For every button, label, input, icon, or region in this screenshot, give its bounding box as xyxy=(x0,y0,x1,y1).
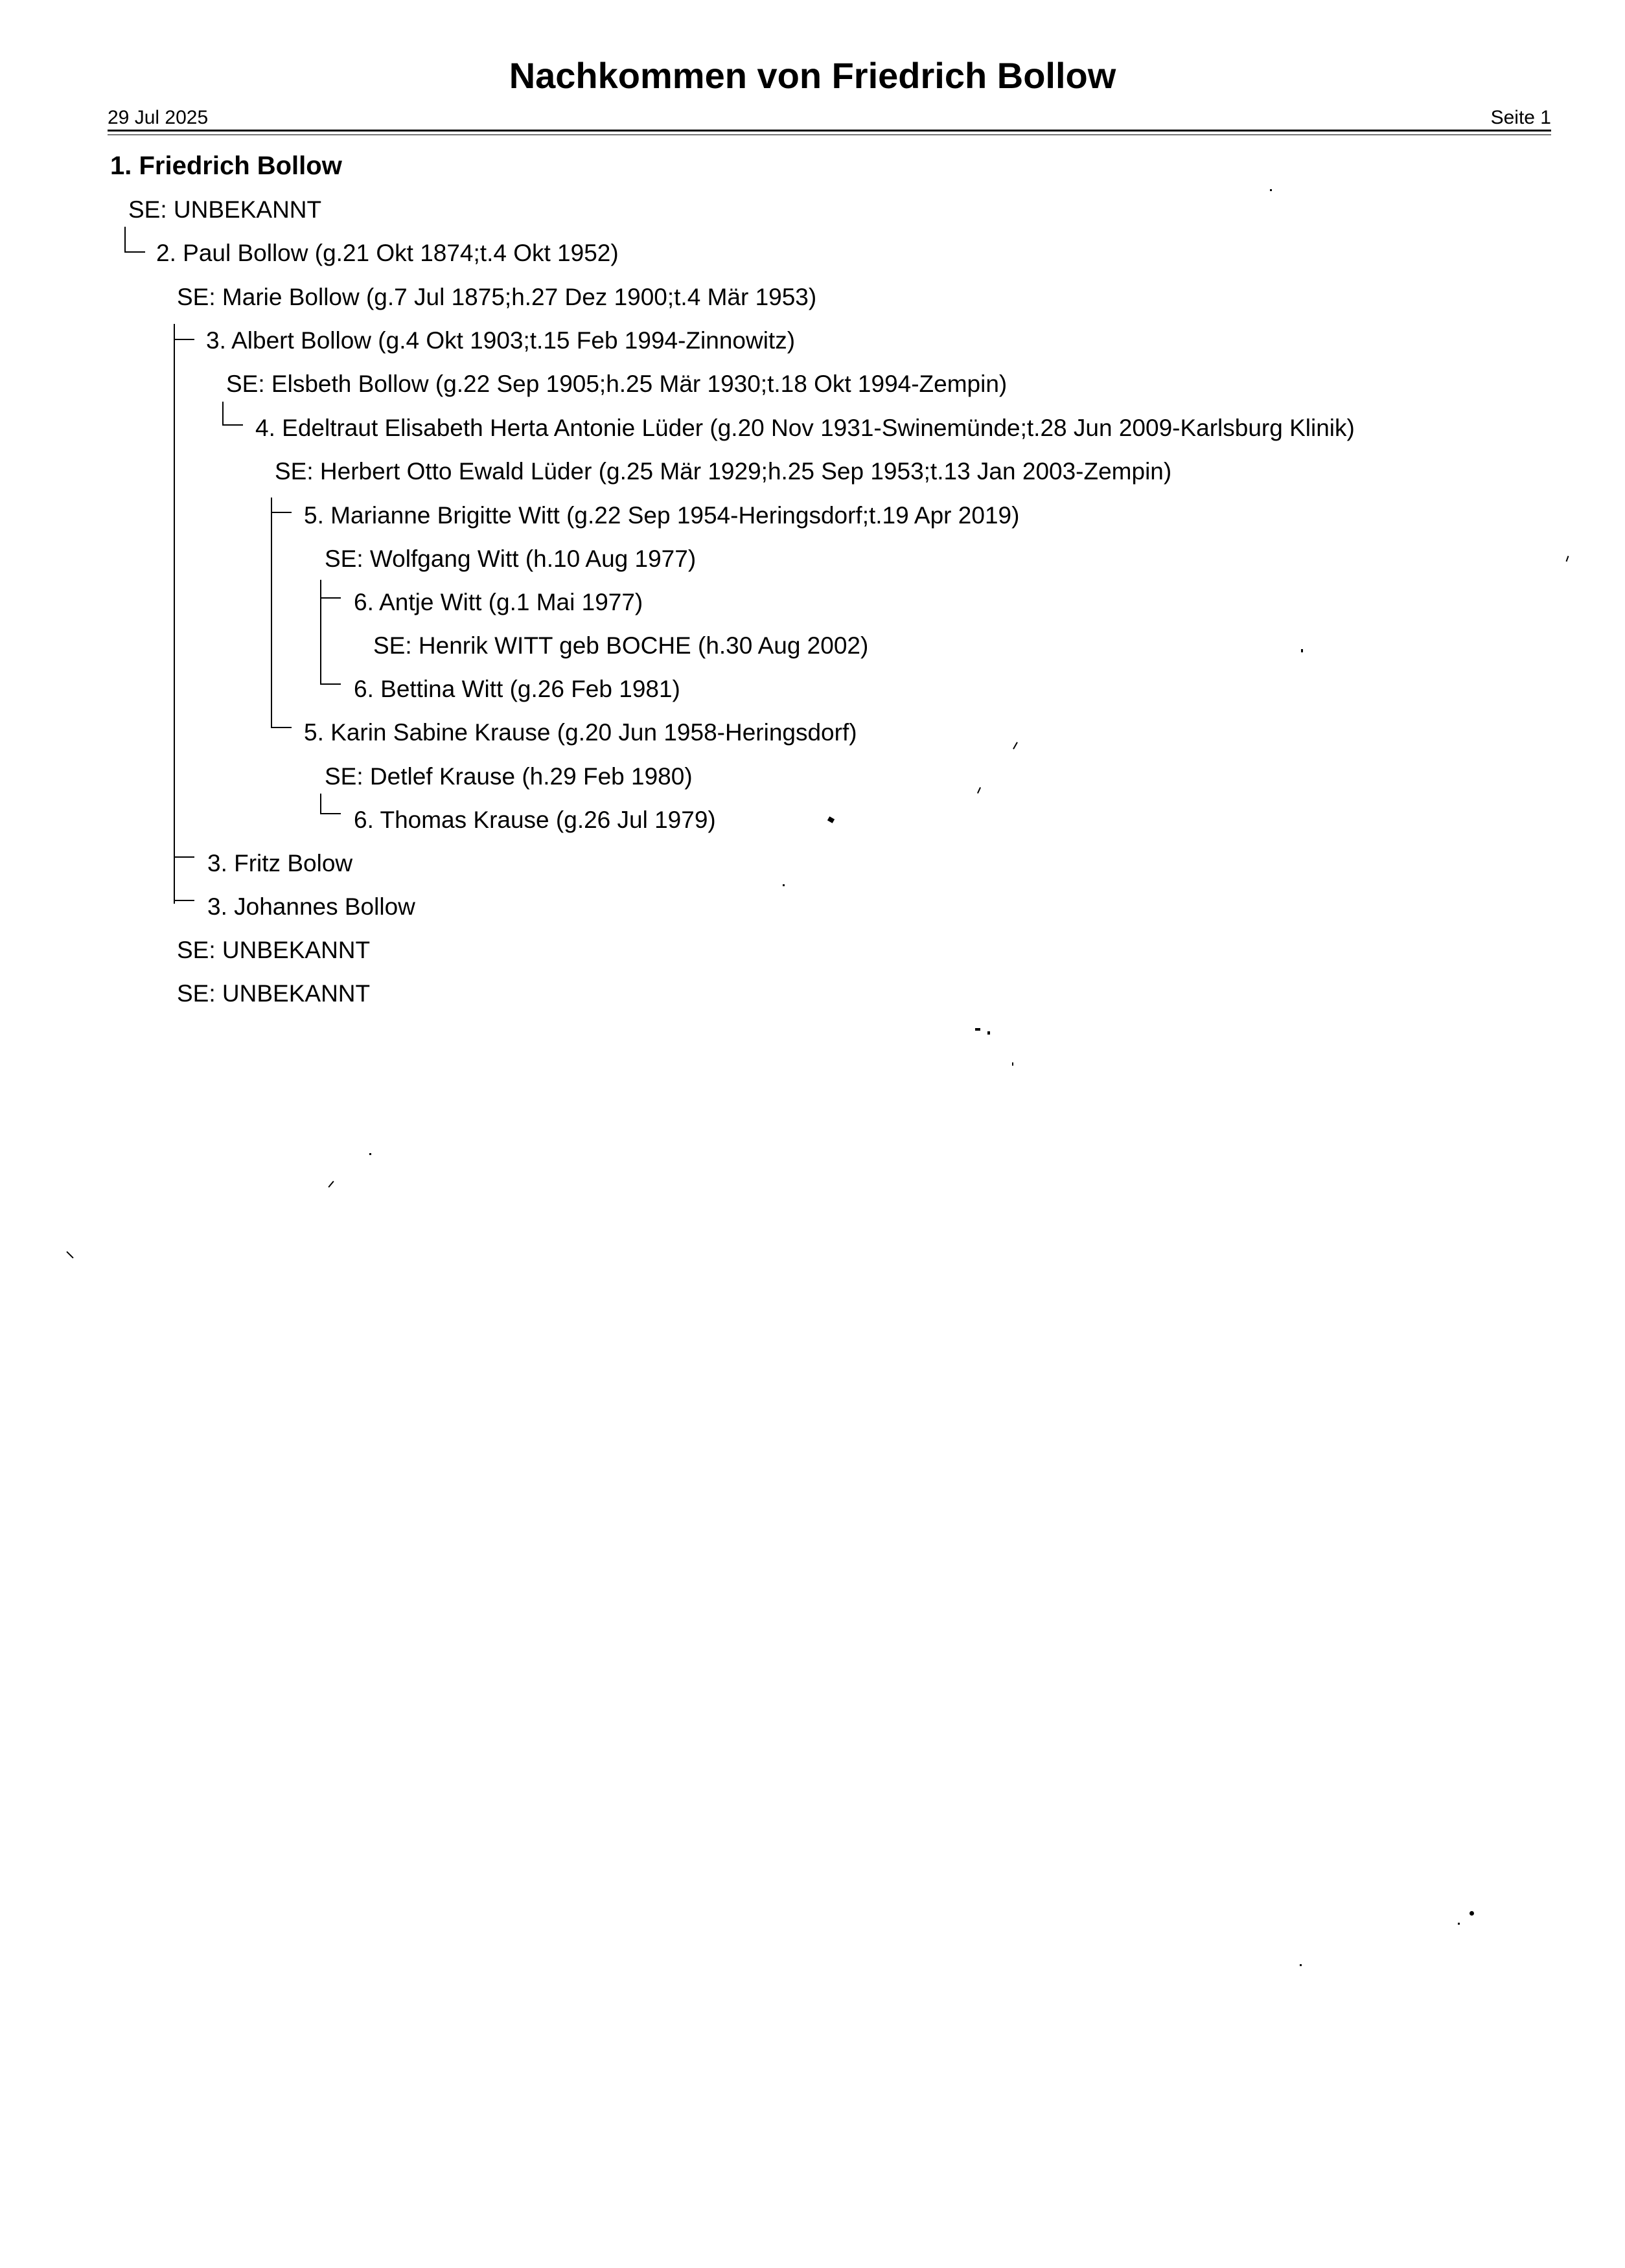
tree-entry-person: 5. Karin Sabine Krause (g.20 Jun 1958-Heringsdorf) xyxy=(304,719,857,746)
scan-speck xyxy=(1012,1062,1013,1066)
connector-horizontal xyxy=(271,727,292,728)
tree-entry-spouse: SE: Marie Bollow (g.7 Jul 1875;h.27 Dez 1900;t.4 Mär 1953) xyxy=(177,284,817,310)
scan-speck xyxy=(987,1031,990,1035)
tree-entry-spouse: SE: UNBEKANNT xyxy=(177,937,371,963)
connector-vertical xyxy=(174,324,175,904)
connector-vertical xyxy=(271,498,272,727)
tree-entry-person: 6. Antje Witt (g.1 Mai 1977) xyxy=(354,589,643,615)
connector-horizontal xyxy=(271,512,292,513)
tree-entry-person: 4. Edeltraut Elisabeth Herta Antonie Lüder (g.20 Nov 1931-Swinemünde;t.28 Jun 2009-Karlsburg Klinik) xyxy=(255,415,1355,441)
connector-horizontal xyxy=(174,856,194,858)
scan-speck xyxy=(1469,1911,1474,1916)
page-title: Nachkommen von Friedrich Bollow xyxy=(509,55,1116,96)
connector-horizontal xyxy=(320,683,341,685)
tree-entry-spouse: SE: Wolfgang Witt (h.10 Aug 1977) xyxy=(325,545,697,572)
tree-entry-person: 1. Friedrich Bollow xyxy=(110,152,342,180)
tree-entry-spouse: SE: UNBEKANNT xyxy=(177,980,371,1007)
scan-speck xyxy=(975,1028,980,1031)
tree-entry-spouse: SE: Detlef Krause (h.29 Feb 1980) xyxy=(325,763,693,790)
tree-entry-person: 6. Bettina Witt (g.26 Feb 1981) xyxy=(354,676,680,702)
header-rule xyxy=(108,130,1551,132)
scan-speck xyxy=(1566,556,1569,562)
header-rule-secondary xyxy=(108,134,1551,135)
tree-entry-person: 6. Thomas Krause (g.26 Jul 1979) xyxy=(354,807,716,833)
tree-entry-person: 5. Marianne Brigitte Witt (g.22 Sep 1954-Heringsdorf;t.19 Apr 2019) xyxy=(304,502,1020,529)
tree-entry-spouse: SE: Elsbeth Bollow (g.22 Sep 1905;h.25 Mär 1930;t.18 Okt 1994-Zempin) xyxy=(226,371,1008,397)
connector-horizontal xyxy=(222,424,243,426)
tree-entry-person: 3. Johannes Bollow xyxy=(207,893,415,920)
connector-horizontal xyxy=(124,251,145,253)
scan-speck xyxy=(1458,1923,1460,1925)
tree-entry-person: 2. Paul Bollow (g.21 Okt 1874;t.4 Okt 1952) xyxy=(156,240,619,266)
connector-horizontal xyxy=(320,813,341,814)
connector-horizontal xyxy=(174,339,194,340)
tree-entry-spouse: SE: Herbert Otto Ewald Lüder (g.25 Mär 1929;h.25 Sep 1953;t.13 Jan 2003-Zempin) xyxy=(275,458,1172,485)
print-date: 29 Jul 2025 xyxy=(108,107,209,128)
connector-horizontal xyxy=(174,900,194,901)
connector-vertical xyxy=(320,580,321,683)
scan-speck xyxy=(1301,649,1303,652)
tree-entry-spouse: SE: Henrik WITT geb BOCHE (h.30 Aug 2002) xyxy=(373,632,869,659)
scan-speck xyxy=(977,787,981,794)
tree-entry-spouse: SE: UNBEKANNT xyxy=(128,196,322,223)
scan-speck xyxy=(1270,189,1272,191)
tree-entry-person: 3. Albert Bollow (g.4 Okt 1903;t.15 Feb 1994-Zinnowitz) xyxy=(206,327,796,354)
scan-speck xyxy=(369,1153,371,1155)
connector-vertical xyxy=(320,794,321,813)
tree-entry-person: 3. Fritz Bolow xyxy=(207,850,353,876)
scan-speck xyxy=(827,816,835,823)
connector-horizontal xyxy=(320,597,341,599)
scan-speck xyxy=(66,1251,73,1258)
connector-vertical xyxy=(222,402,224,424)
page-number: Seite 1 xyxy=(1490,107,1551,128)
scan-speck xyxy=(1300,1964,1302,1966)
scan-speck xyxy=(1013,742,1018,749)
scan-speck xyxy=(328,1181,334,1187)
scan-speck xyxy=(783,884,785,886)
connector-vertical xyxy=(124,227,126,251)
